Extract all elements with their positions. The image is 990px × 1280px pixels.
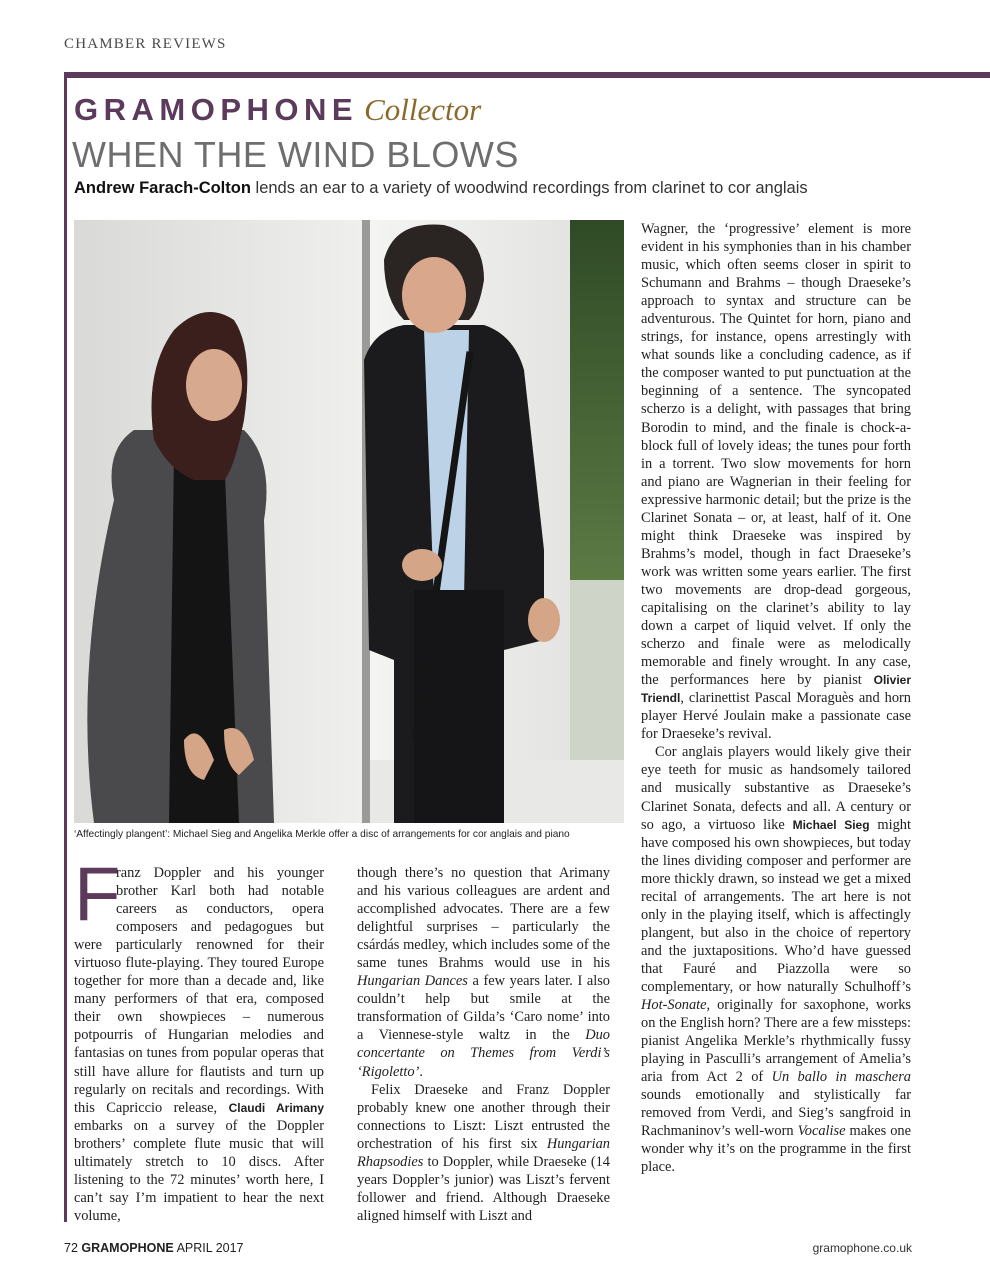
standfirst-text: lends an ear to a variety of woodwind recordings from clarinet to cor anglais [250, 179, 808, 197]
headline: WHEN THE WIND BLOWS [72, 134, 519, 175]
work-title: Duo concertante on Themes from Verdi’s ‘Rigoletto’ [357, 1027, 610, 1080]
footer-url[interactable]: gramophone.co.uk [812, 1241, 912, 1255]
performer-name: Michael Sieg [792, 817, 870, 832]
drop-cap: F [74, 852, 121, 937]
footer-folio [64, 1241, 244, 1255]
performer-name: Claudi Arimany [228, 1100, 325, 1115]
col2-text-c: . [419, 1063, 423, 1080]
work-title: Hungarian Rhapsodies [357, 1135, 610, 1170]
masthead [74, 92, 481, 128]
col3-text-b: , clarinettist Pascal Moraguès and horn player Hervé Joulain make a passionate case for Draeseke’s revival. [641, 690, 911, 743]
left-rule [64, 72, 67, 1222]
col3-text-d: might have composed his own showpieces, but today the lines dividing composer and performer are more thickly drawn, so instead we get a mixed recital of arrangements. The art here is not only in the playing itself, which is affectingly plangent, but also in the choice of repertory and the juxtapositions. Who’d have guessed that Fauré and Piazzolla were so complementary, or how naturally Schulhoff’s [641, 816, 911, 995]
col1-text-a: ranz Doppler and his younger brother Karl both had notable careers as conductors, opera composers and pedagogues but were particularly renowned for their virtuoso flute-playing. They toured Europe together for more than a decade and, like many performers of that era, composed their own showpieces – numerous potpourris of Hungarian melodies and fantasias on tunes from popular operas that still have allure for flautists and turn up regularly on recitals and recordings. With this Capriccio release, [74, 865, 324, 1116]
footer-brand: GRAMOPHONE [81, 1241, 174, 1255]
col3-text-f: sounds emotionally and stylistically far removed from Verdi, and Sieg’s sangfroid in Rachmaninov’s well-worn [641, 1087, 911, 1140]
col2-text-e: to Doppler, while Draeseke (14 years Doppler’s junior) was Liszt’s fervent follower and friend. Although Draeseke aligned himself with Liszt and [357, 1153, 610, 1224]
col2-text-a: though there’s no question that Arimany and his various colleagues are ardent and accomplished advocates. There are a few delightful surprises – particularly the csárdás medley, which includes some of the same tunes Brahms would use in his [357, 865, 610, 972]
performer-name: Olivier Triendl [641, 673, 911, 706]
article-photo [74, 220, 624, 823]
work-title: Un ballo in maschera [771, 1069, 911, 1086]
col3-text-c: Cor anglais players would likely give their eye teeth for music as handsomely tailored and musically substantive as Draeseke’s Clarinet Sonata, defects and all. A century or so ago, a virtuoso like [641, 744, 911, 833]
masthead-brand: GRAMOPHONE [74, 92, 359, 127]
body-column-1 [74, 852, 325, 1225]
section-label: CHAMBER REVIEWS [64, 36, 227, 52]
photo-caption: ‘Affectingly plangent’: Michael Sieg and Angelika Merkle offer a disc of arrangements for cor anglais and piano [74, 829, 570, 840]
masthead-subtitle: Collector [364, 92, 482, 127]
work-title: Vocalise [797, 1123, 846, 1140]
work-title: Hungarian Dances [357, 973, 468, 990]
issue-date: APRIL 2017 [176, 1241, 244, 1255]
top-rule [64, 72, 990, 78]
body-column-2 [357, 864, 610, 1225]
author-name: Andrew Farach-Colton [74, 179, 251, 197]
col1-text-b: embarks on a survey of the Doppler brothers’ complete flute music that will ultimately stretch to 10 discs. After listening to the 72 minutes’ worth here, I can’t say I’m impatient to hear the next volume, [74, 1117, 324, 1224]
col3-text-g: makes one wonder why it’s on the programme in the first place. [641, 1123, 911, 1176]
col2-text-d: Felix Draeseke and Franz Doppler probably knew one another through their connections to Liszt: Liszt entrusted the orchestration of his first six [357, 1081, 610, 1152]
standfirst [74, 179, 808, 198]
col3-text-e: , originally for saxophone, works on the English horn? There are a few missteps: pianist Angelika Merkle’s rhythmically fussy playing in Pasculli’s arrangement of Amelia’s aria from Act 2 of [641, 997, 911, 1086]
col3-text-a: Wagner, the ‘progressive’ element is more evident in his symphonies than in his chamber music, which often seems closer in spirit to Schumann and Brahms – though Draeseke’s approach to syntax and structure can be adventurous. The Quintet for horn, piano and strings, for instance, opens arrestingly with what sounds like a concluding cadence, as if the composer wanted to put punctuation at the beginning of a sentence. The syncopated scherzo is a delight, with passages that bring Borodin to mind, and the finale is chock-a-block full of lovely ideas; the tunes pour forth in a torrent. Two slow movements for horn and piano are Wagnerian in their feeling for expressive harmonic detail; but the prize is the Clarinet Sonata – or, at least, half of it. One might think Draeseke was inspired by Brahms’s model, though in fact Draeseke’s work was written some years earlier. The first two movements are drop-dead gorgeous, capitalising on the clarinet’s ability to lay down a carpet of liquid velvet. If only the scherzo and finale were as melodically memorable and finely wrought. In any case, the performances here by pianist [641, 221, 911, 689]
col2-text-b: a few years later. I also couldn’t help but smile at the transformation of Gilda’s ‘Caro nome’ into a Viennese-style waltz in the [357, 973, 611, 1044]
body-column-3 [641, 220, 911, 1176]
work-title: Hot-Sonate [641, 997, 707, 1014]
page-number: 72 [64, 1241, 78, 1255]
